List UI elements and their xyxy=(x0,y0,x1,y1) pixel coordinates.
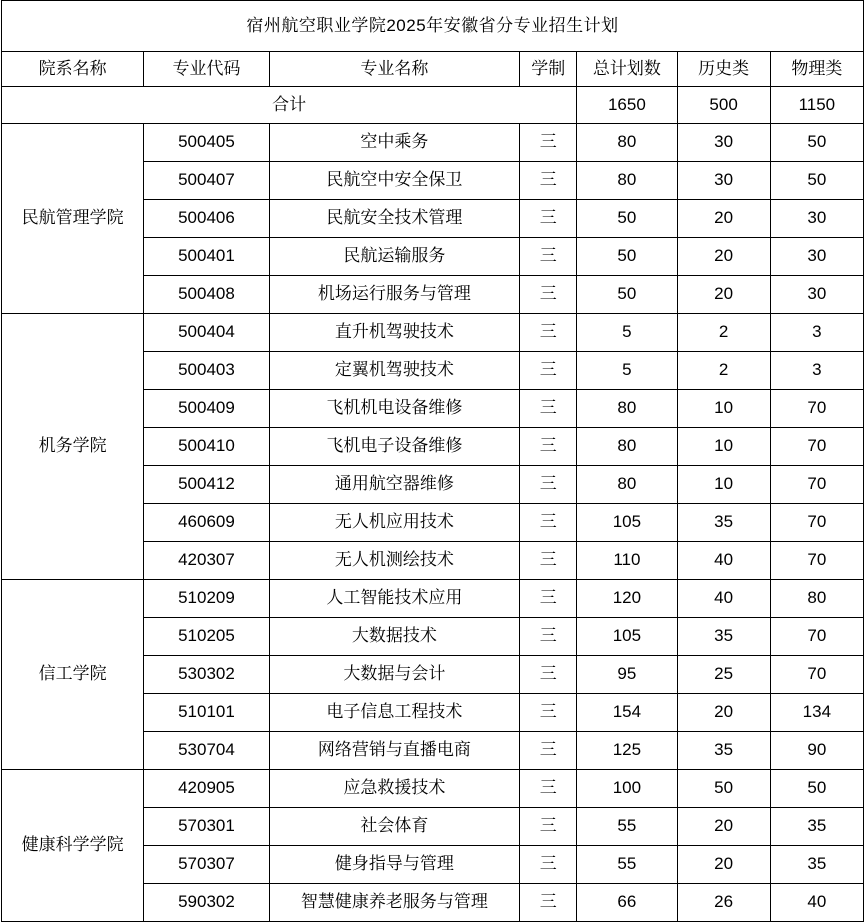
table-header-row xyxy=(2,52,864,87)
study-years-cell: 三 xyxy=(520,618,577,656)
history-count-cell: 20 xyxy=(677,276,770,314)
column-header-total: 总计划数 xyxy=(577,52,677,87)
major-code-cell: 500407 xyxy=(144,162,269,200)
major-code-cell: 500410 xyxy=(144,428,269,466)
total-count-cell: 100 xyxy=(577,770,677,808)
major-name-cell: 飞机机电设备维修 xyxy=(269,390,520,428)
total-count-cell: 105 xyxy=(577,618,677,656)
history-count-cell: 30 xyxy=(677,124,770,162)
study-years-cell: 三 xyxy=(520,428,577,466)
history-count-cell: 25 xyxy=(677,656,770,694)
major-code-cell: 570307 xyxy=(144,846,269,884)
history-count-cell: 10 xyxy=(677,390,770,428)
total-count-cell: 125 xyxy=(577,732,677,770)
history-count-cell: 50 xyxy=(677,770,770,808)
department-name-cell: 健康科学学院 xyxy=(2,770,144,922)
column-header-major: 专业名称 xyxy=(269,52,520,87)
physics-count-cell: 50 xyxy=(770,124,863,162)
total-count-cell: 120 xyxy=(577,580,677,618)
major-name-cell: 网络营销与直播电商 xyxy=(269,732,520,770)
page-title: 宿州航空职业学院2025年安徽省分专业招生计划 xyxy=(2,1,864,52)
table-row xyxy=(2,580,864,618)
study-years-cell: 三 xyxy=(520,732,577,770)
total-count-cell: 50 xyxy=(577,276,677,314)
total-count-cell: 66 xyxy=(577,884,677,922)
total-count-cell: 5 xyxy=(577,314,677,352)
major-code-cell: 500401 xyxy=(144,238,269,276)
column-header-history: 历史类 xyxy=(677,52,770,87)
physics-count-cell: 70 xyxy=(770,428,863,466)
history-count-cell: 40 xyxy=(677,580,770,618)
total-count-cell: 55 xyxy=(577,846,677,884)
physics-count-cell: 80 xyxy=(770,580,863,618)
study-years-cell: 三 xyxy=(520,884,577,922)
physics-count-cell: 3 xyxy=(770,352,863,390)
history-count-cell: 2 xyxy=(677,352,770,390)
physics-count-cell: 35 xyxy=(770,808,863,846)
history-count-cell: 2 xyxy=(677,314,770,352)
major-code-cell: 500405 xyxy=(144,124,269,162)
total-count-cell: 50 xyxy=(577,200,677,238)
history-count-cell: 35 xyxy=(677,732,770,770)
study-years-cell: 三 xyxy=(520,200,577,238)
physics-count-cell: 134 xyxy=(770,694,863,732)
major-name-cell: 通用航空器维修 xyxy=(269,466,520,504)
history-count-cell: 20 xyxy=(677,238,770,276)
physics-count-cell: 70 xyxy=(770,390,863,428)
major-name-cell: 无人机测绘技术 xyxy=(269,542,520,580)
total-count-cell: 80 xyxy=(577,390,677,428)
total-count-cell: 80 xyxy=(577,466,677,504)
department-name-cell: 信工学院 xyxy=(2,580,144,770)
physics-count-cell: 70 xyxy=(770,466,863,504)
table-row xyxy=(2,314,864,352)
department-name-cell: 民航管理学院 xyxy=(2,124,144,314)
admission-plan-table xyxy=(1,0,864,922)
major-code-cell: 500403 xyxy=(144,352,269,390)
study-years-cell: 三 xyxy=(520,314,577,352)
major-code-cell: 500406 xyxy=(144,200,269,238)
major-code-cell: 420905 xyxy=(144,770,269,808)
study-years-cell: 三 xyxy=(520,390,577,428)
major-name-cell: 定翼机驾驶技术 xyxy=(269,352,520,390)
major-code-cell: 500408 xyxy=(144,276,269,314)
study-years-cell: 三 xyxy=(520,770,577,808)
physics-count-cell: 3 xyxy=(770,314,863,352)
physics-count-cell: 30 xyxy=(770,200,863,238)
history-count-cell: 20 xyxy=(677,808,770,846)
total-row xyxy=(2,87,864,124)
major-code-cell: 530704 xyxy=(144,732,269,770)
study-years-cell: 三 xyxy=(520,124,577,162)
major-code-cell: 510209 xyxy=(144,580,269,618)
history-count-cell: 20 xyxy=(677,846,770,884)
major-code-cell: 500409 xyxy=(144,390,269,428)
physics-count-cell: 30 xyxy=(770,238,863,276)
major-name-cell: 人工智能技术应用 xyxy=(269,580,520,618)
major-name-cell: 机场运行服务与管理 xyxy=(269,276,520,314)
history-count-cell: 10 xyxy=(677,428,770,466)
total-count-cell: 105 xyxy=(577,504,677,542)
study-years-cell: 三 xyxy=(520,466,577,504)
physics-count-cell: 70 xyxy=(770,504,863,542)
study-years-cell: 三 xyxy=(520,504,577,542)
total-history: 500 xyxy=(677,87,770,124)
physics-count-cell: 70 xyxy=(770,542,863,580)
history-count-cell: 20 xyxy=(677,694,770,732)
study-years-cell: 三 xyxy=(520,656,577,694)
total-count-cell: 110 xyxy=(577,542,677,580)
study-years-cell: 三 xyxy=(520,846,577,884)
study-years-cell: 三 xyxy=(520,352,577,390)
major-code-cell: 530302 xyxy=(144,656,269,694)
major-name-cell: 健身指导与管理 xyxy=(269,846,520,884)
major-name-cell: 大数据技术 xyxy=(269,618,520,656)
physics-count-cell: 70 xyxy=(770,656,863,694)
column-header-years: 学制 xyxy=(520,52,577,87)
physics-count-cell: 90 xyxy=(770,732,863,770)
physics-count-cell: 50 xyxy=(770,770,863,808)
history-count-cell: 30 xyxy=(677,162,770,200)
major-code-cell: 570301 xyxy=(144,808,269,846)
major-name-cell: 民航空中安全保卫 xyxy=(269,162,520,200)
total-count-cell: 80 xyxy=(577,428,677,466)
department-name-cell: 机务学院 xyxy=(2,314,144,580)
major-name-cell: 电子信息工程技术 xyxy=(269,694,520,732)
study-years-cell: 三 xyxy=(520,580,577,618)
total-count-cell: 154 xyxy=(577,694,677,732)
major-name-cell: 空中乘务 xyxy=(269,124,520,162)
major-name-cell: 直升机驾驶技术 xyxy=(269,314,520,352)
total-physics: 1150 xyxy=(770,87,863,124)
history-count-cell: 26 xyxy=(677,884,770,922)
study-years-cell: 三 xyxy=(520,238,577,276)
physics-count-cell: 50 xyxy=(770,162,863,200)
study-years-cell: 三 xyxy=(520,694,577,732)
major-code-cell: 500404 xyxy=(144,314,269,352)
physics-count-cell: 70 xyxy=(770,618,863,656)
column-header-physics: 物理类 xyxy=(770,52,863,87)
history-count-cell: 40 xyxy=(677,542,770,580)
major-name-cell: 飞机电子设备维修 xyxy=(269,428,520,466)
history-count-cell: 20 xyxy=(677,200,770,238)
total-count-cell: 80 xyxy=(577,162,677,200)
table-row xyxy=(2,770,864,808)
major-code-cell: 510101 xyxy=(144,694,269,732)
total-count-cell: 80 xyxy=(577,124,677,162)
major-name-cell: 智慧健康养老服务与管理 xyxy=(269,884,520,922)
major-name-cell: 应急救援技术 xyxy=(269,770,520,808)
total-all: 1650 xyxy=(577,87,677,124)
title-row xyxy=(2,1,864,52)
total-count-cell: 5 xyxy=(577,352,677,390)
total-count-cell: 50 xyxy=(577,238,677,276)
major-name-cell: 无人机应用技术 xyxy=(269,504,520,542)
physics-count-cell: 40 xyxy=(770,884,863,922)
major-name-cell: 大数据与会计 xyxy=(269,656,520,694)
table-row xyxy=(2,124,864,162)
study-years-cell: 三 xyxy=(520,276,577,314)
major-name-cell: 社会体育 xyxy=(269,808,520,846)
history-count-cell: 35 xyxy=(677,618,770,656)
major-code-cell: 460609 xyxy=(144,504,269,542)
history-count-cell: 35 xyxy=(677,504,770,542)
study-years-cell: 三 xyxy=(520,162,577,200)
study-years-cell: 三 xyxy=(520,542,577,580)
major-code-cell: 510205 xyxy=(144,618,269,656)
column-header-dept: 院系名称 xyxy=(2,52,144,87)
total-count-cell: 55 xyxy=(577,808,677,846)
major-code-cell: 500412 xyxy=(144,466,269,504)
physics-count-cell: 30 xyxy=(770,276,863,314)
column-header-code: 专业代码 xyxy=(144,52,269,87)
total-count-cell: 95 xyxy=(577,656,677,694)
study-years-cell: 三 xyxy=(520,808,577,846)
total-label: 合计 xyxy=(2,87,577,124)
major-name-cell: 民航运输服务 xyxy=(269,238,520,276)
history-count-cell: 10 xyxy=(677,466,770,504)
major-name-cell: 民航安全技术管理 xyxy=(269,200,520,238)
major-code-cell: 590302 xyxy=(144,884,269,922)
major-code-cell: 420307 xyxy=(144,542,269,580)
physics-count-cell: 35 xyxy=(770,846,863,884)
